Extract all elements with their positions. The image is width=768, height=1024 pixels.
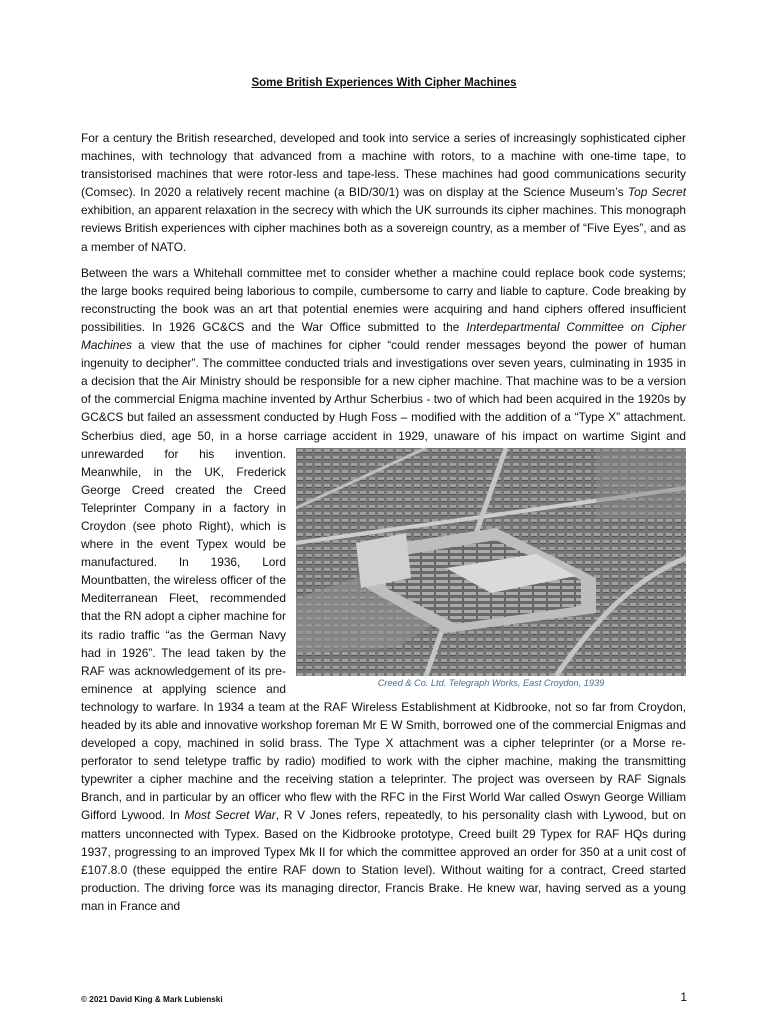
paragraph-2-italic-2: Most Secret War bbox=[184, 808, 276, 823]
footer-page-number: 1 bbox=[680, 990, 687, 1004]
paragraph-2-text-c: , R V Jones refers, repeatedly, to his personality clash with Lywood, but on matters unconnected with Typex. Based on the Kidbrooke prototype, Creed built 29 Typex for RAF HQs during 1937, progressing to an improved Typex Mk II for which the committee approved an order for 350 at a unit cost of £107.8.0 (these equipped the entire RAF down to Station level). Without waiting for a contract, Creed started production. The driving force was its managing director, Francis Brake. He knew war, having served as a young man in France and bbox=[81, 808, 686, 913]
footer-copyright: © 2021 David King & Mark Lubienski bbox=[81, 995, 223, 1004]
document-body bbox=[81, 129, 686, 915]
aerial-factory-photo bbox=[296, 448, 686, 676]
paragraph-1 bbox=[81, 129, 686, 256]
paragraph-1-italic: Top Secret bbox=[627, 185, 686, 200]
paragraph-2-text-b2: unrewarded for his invention. Meanwhile, in the UK, Frederick George Creed created the Creed Teleprinter Company in a factory in Croydon (see photo Right), which is where in the event Typex would be manufactured. In 1936, Lord Mountbatten, the wireless officer of the Mediterranean Fleet, recommended that the RN adopt a cipher machine for its radio traffic “as the German Navy had in 1926”. The lead taken by the RAF was acknowledgement of its pre-eminence at applying science and technology to warfare. In 1934 a team at the RAF Wireless Establishment at Kidbrooke, not so far from Croydon, headed by its able and innovative workshop foreman Mr E W Smith, borrowed one of the commercial Enigmas and developed a copy, machined in solid brass. The Type X attachment was a cipher teleprinter (or a Morse re-perforator to send teletype traffic by radio) modified to work with the cipher machine, making the transmitting typewriter a cipher machine and the receiving station a teleprinter. The project was overseen by RAF Signals Branch, and in particular by an officer who flew with the RFC in the First World War called Oswyn George William Gifford Lywood. In bbox=[81, 446, 686, 823]
photo-caption: Creed & Co. Ltd. Telegraph Works, East Croydon, 1939 bbox=[377, 677, 605, 688]
paragraph-2-text-b1: a view that the use of machines for cipher “could render messages beyond the power of human ingenuity to decipher”. The committee conducted trials and investigations over seven years, culminating in 1935 in a decision that the Air Ministry should be responsible for a new cipher machine. That machine was to be a version of the commercial Enigma machine invented by Arthur Scherbius - two of which had been acquired in the 1920s by GC&CS but failed an assessment conducted by Hugh Foss – modified with the addition of a “Type X” attachment. Scherbius died, age 50, in a horse carriage accident in 1929, unaware of his impact on wartime Sigint and bbox=[81, 338, 686, 443]
paragraph-1-text-b: exhibition, an apparent relaxation in the secrecy with which the UK surrounds its cipher machines. This monograph reviews British experiences with cipher machines both as a sovereign country, as a member of “Five Eyes”, and as a member of NATO. bbox=[81, 203, 686, 254]
paragraph-2-italic: Interdepartmental Committee on Cipher Machines bbox=[81, 319, 686, 353]
paragraph-2 bbox=[81, 264, 686, 915]
photo-figure bbox=[296, 448, 686, 693]
paragraph-2-text-a: Between the wars a Whitehall committee met to consider whether a machine could replace book code systems; the large books required being laborious to compile, cumbersome to carry and liable to capture. Code breaking by reconstructing the book was an art that potential enemies were acquiring and hand ciphers offered insufficient possibilities. In 1926 GC&CS and the War Office submitted to the bbox=[81, 265, 686, 334]
paragraph-1-text-a: For a century the British researched, developed and took into service a series of increasingly sophisticated cipher machines, with technology that advanced from a machine with rotors, to a machine with one-time tape, to transistorised machines that were rotor-less and tape-less. These machines had good communications security (Comsec). In 2020 a relatively recent machine (a BID/30/1) was on display at the Science Museum’s bbox=[81, 131, 686, 200]
document-title: Some British Experiences With Cipher Machines bbox=[251, 77, 517, 89]
